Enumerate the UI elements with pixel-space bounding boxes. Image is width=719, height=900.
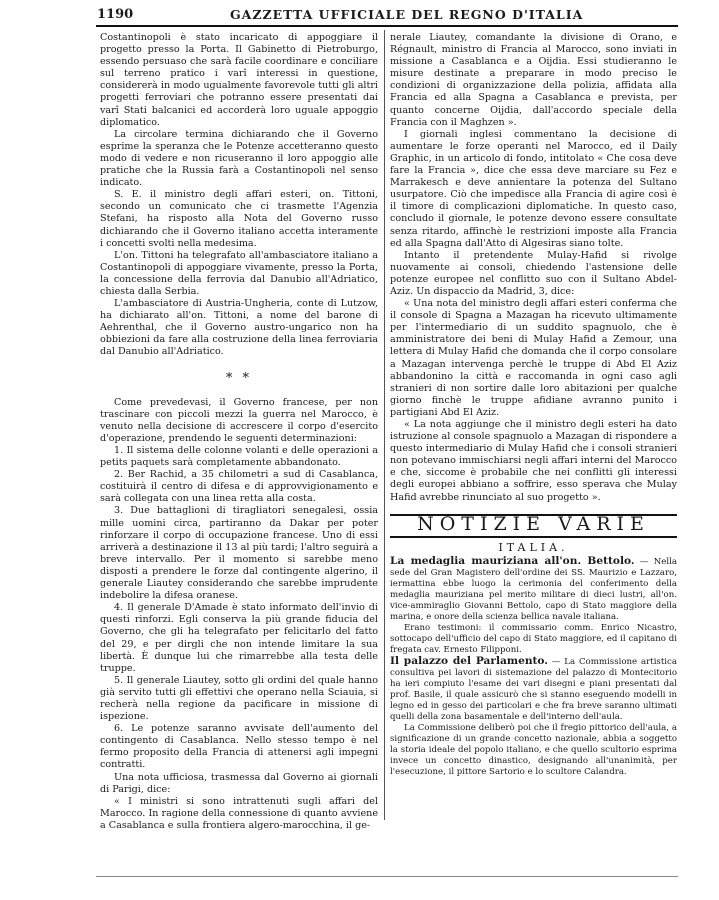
news-item [390, 656, 677, 723]
paragraph: 2. Ber Rachid, a 35 chilometri a sud di Casablanca, costituirà il centro di difesa e di approvvigionamento e sarà collegata con una linea retta alla costa. [100, 469, 378, 505]
news-body: — La Commissione artistica consultiva pei lavori di sistemazione del palazzo di Montecitorio ha ieri compiuto l'esame dei vari disegni e piani presentati dal prof. Basile, il quale assicurò che si stanno eseguendo modelli in legno ed in gesso dei particolari e che fra breve saranno ultimati quelli della zona basamentale e dell'interno dell'aula. [390, 656, 677, 722]
paragraph: « La nota aggiunge che il ministro degli esteri ha dato istruzione al console spagnuolo a Mazagan di rispondere a questo intermediario di Mulay Hafid che i consoli stranieri non potevano immischiarsi negli affari interni del Marocco e che, siccome è probabile che nei conflitti gli interessi degli europei abbiano a soffrire, esso sperava che Mulay Hafid avrebbe rinunciato al suo progetto ». [390, 419, 677, 503]
paragraph: I giornali inglesi commentano la decisione di aumentare le forze operanti nel Marocco, ed il Daily Graphic, in un articolo di fondo, intitolato « Che cosa deve fare la Francia », dice che essa deve marciare su Fez e Marrakesch e deve annientare la potenza del Sultano usurpatore. Ciò che impedisce alla Francia di agire così è il timore di complicazioni diplomatiche. In questo caso, concludo il giornale, le potenze devono essere consultate senza ritardo, affinchè le restrizioni imposte alla Francia ed alla Spagna dall'Atto di Algesiras siano tolte. [390, 128, 677, 249]
paragraph: La circolare termina dichiarando che il Governo esprime la speranza che le Potenze accetteranno questo modo di vedere e non ricuseranno il loro appoggio alle pratiche che la Russia farà a Costantinopoli nel senso indicato. [100, 128, 378, 189]
paragraph: Erano testimoni: il commissario comm. Enrico Nicastro, sottocapo dell'ufficio del capo di Stato maggiore, ed il capitano di fregata cav. Ernesto Filipponi. [390, 622, 677, 655]
paragraph: 5. Il generale Liautey, sotto gli ordini del quale hanno già servito tutti gli effettivi che operano nella Sciauia, si recherà nella regione da pacificare in missione di ispezione. [100, 674, 378, 723]
page-number: 1190 [97, 7, 134, 22]
paragraph: Intanto il pretendente Mulay-Hafid si rivolge nuovamente ai consoli, chiedendo l'astensione delle potenze europee nel conflitto suo con il Sultano Abdel-Aziz. Un dispaccio da Madrid, 3, dice: [390, 249, 677, 297]
paragraph: nerale Liautey, comandante la divisione di Orano, e Régnault, ministro di Francia al Marocco, sono inviati in missione a Casablanca e a Oijdia. Essi studieranno le misure destinate a preparare in modo preciso le condizioni di organizzazione della polizia, affidata alla Francia ed alla Spagna a Casablanca e prevista, per quanto concerne Oijdia, dall'accordo speciale della Francia con il Maghzen ». [390, 32, 677, 128]
news-headline: La medaglia mauriziana all'on. Bettolo. [390, 554, 635, 567]
paragraph: L'ambasciatore di Austria-Ungheria, conte di Lutzow, ha dichiarato all'on. Tittoni, a nome del barone di Aehrenthal, che il Governo austro-ungarico non ha obbiezioni da fare alla costruzione della linea ferroviaria dal Danubio all'Adriatico. [100, 298, 378, 358]
paragraph: 3. Due battaglioni di tiragliatori senegalesi, ossia mille uomini circa, partiranno da Dakar per poter rinforzare il corpo di occupazione francese. Uno di essi arriverà a destinazione il 13 al più tardi; l'altro seguirà a breve intervallo. Per il momento si sarebbe meno disposti a prendere le forze dal contingente algerino, il generale Liautey considerando che sarebbe imprudente indebolire la difesa oranese. [100, 505, 378, 602]
paragraph: 1. Il sistema delle colonne volanti e delle operazioni a petits paquets sarà completamente abbandonato. [100, 445, 378, 469]
section-title: NOTIZIE VARIE [417, 512, 650, 535]
paragraph: La Commissione deliberò poi che il fregio pittorico dell'aula, a significazione di un grande concetto nazionale, abbia a soggetto la storia ideale del popolo italiano, e che quello scultorio esprima invece un concetto dinastico, designando all'unanimità, per l'esecuzione, il pittore Sartorio e lo scultore Calandra. [390, 722, 677, 777]
news-body: — Nella sede del Gran Magistero dell'ordine dei SS. Maurizio e Lazzaro, iermattina ebbe luogo la cerimonia del conferimento della medaglia mauriziana pel merito militare di dieci lustri, all'on. vice-ammiraglio Giovanni Bettolo, capo di Stato maggiore della marina, e onore della scienza bellica navale italiana. [390, 556, 677, 622]
section-separator: * * [225, 370, 253, 386]
paragraph: 6. Le potenze saranno avvisate dell'aumento del contingento di Casablanca. Nello stesso tempo è nel fermo proposito della Francia di attenersi agli impegni contratti. [100, 723, 378, 771]
footer-rule [96, 876, 678, 877]
paragraph: Come prevedevasi, il Governo francese, per non trascinare con piccoli mezzi la guerra nel Marocco, è venuto nella decisione di accrescere il corpo d'esercito d'operazione, prendendo le seguenti determinazioni: [100, 396, 378, 444]
header-rule [96, 25, 678, 27]
newspaper-title: GAZZETTA UFFICIALE DEL REGNO D'ITALIA [230, 7, 584, 22]
paragraph: « I ministri si sono intrattenuti sugli affari del Marocco. In ragione della connessione di quanto avviene a Casablanca e sulla frontiera algero-marocchina, il ge- [100, 795, 378, 831]
column-divider [384, 30, 385, 820]
news-item [390, 556, 677, 623]
paragraph: L'on. Tittoni ha telegrafato all'ambasciatore italiano a Costantinopoli di appoggiare vivamente, presso la Porta, la concessione della ferrovia dal Danubio all'Adriatico, chiesta dalla Serbia. [100, 249, 378, 297]
section-banner [390, 514, 677, 538]
left-column [100, 32, 378, 832]
subsection-title: ITALIA. [498, 540, 569, 554]
paragraph: S. E. il ministro degli affari esteri, on. Tittoni, secondo un comunicato che ci trasmette l'Agenzia Stefani, ha risposto alla Nota del Governo russo dichiarando che il Governo italiano accetta interamente i concetti svolti nella medesima. [100, 189, 378, 249]
right-column [390, 32, 677, 778]
news-headline: Il palazzo del Parlamento. [390, 654, 548, 667]
paragraph: « Una nota del ministro degli affari esteri conferma che il console di Spagna a Mazagan ha ricevuto ultimamente per l'intermediario di un suddito spagnuolo, che è amministratore dei beni di Mulay Hafid a Zemour, una lettera di Mulay Hafid che domanda che il corpo consolare a Mazagan intervenga perchè le truppe di Abd El Aziz abbandonino la città e raccomanda in ogni caso agli stranieri di non sortire dalle loro abitazioni per qualche giorno finchè le truppe afidiane avranno punito i partigiani Abd El Aziz. [390, 298, 677, 418]
paragraph: Costantinopoli è stato incaricato di appoggiare il progetto presso la Porta. Il Gabinetto di Pietroburgo, essendo persuaso che sarà facile coordinare e conciliare sul terreno pratico i varî interessi in questione, considererà in modo ugualmente favorevole tutti gli altri progetti ferroviari che potranno essere presentati dai varî Stati balcanici ed accorderà loro uguale appoggio diplomatico. [100, 32, 378, 128]
paragraph: 4. Il generale D'Amade è stato informato dell'invio di questi rinforzi. Egli conserva la più grande fiducia del Governo, che gli ha telegrafato per felicitarlo del fatto del 29, e per dirgli che non intende limitare la sua libertà. È dunque lui che rimarrebbe alla testa delle truppe. [100, 602, 378, 674]
paragraph: Una nota ufficiosa, trasmessa dal Governo ai giornali di Parigi, dice: [100, 771, 378, 795]
